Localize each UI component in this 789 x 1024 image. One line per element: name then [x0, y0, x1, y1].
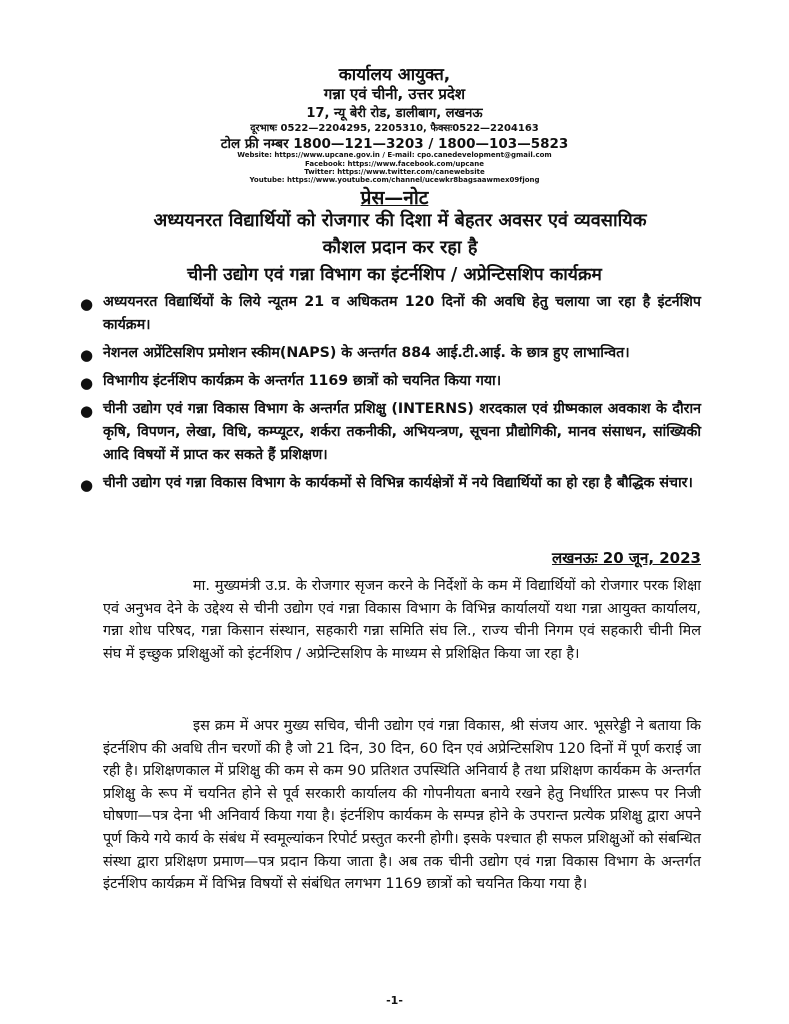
highlight-item	[80, 291, 701, 337]
highlight-text: चीनी उद्योग एवं गन्ना विकास विभाग के कार्यकमों से विभिन्न कार्यक्षेत्रों में नये विद्यार्थियों का हो रहा है बौद्धिक संचार।	[103, 475, 693, 491]
body-paragraph: इस क्रम में अपर मुख्य सचिव, चीनी उद्योग एवं गन्ना विकास, श्री संजय आर. भूसरेड्डी ने बताया कि इंटर्नशिप की अवधि तीन चरणों की है जो 21 दिन, 30 दिन, 60 दिन एवं अप्रेन्टिसशिप 120 दिनों में पूर्ण कराई जा रही है। प्रशिक्षणकाल में प्रशिक्षु की कम से कम 90 प्रतिशत उपस्थिति अनिवार्य है तथा प्रशिक्षण कार्यकम के अन्तर्गत प्रशिक्षु के रूप में चयनित होने से पूर्व सरकारी कार्यालय की गोपनीयता बनाये रखने हेतु निर्धारित प्रारूप पर निजी घोषणा—पत्र देना भी अनिवार्य किया गया है। इंटर्नशिप कार्यकम के सम्पन्न होने के उपरान्त प्रत्येक प्रशिक्षु द्वारा अपने पूर्ण किये गये कार्य के संबंध में स्वमूल्यांकन रिपोर्ट प्रस्तुत करनी होगी। इसके पश्चात ही सफल प्रशिक्षुओं को संबन्धित संस्था द्वारा प्रशिक्षण प्रमाण—पत्र प्रदान किया जाता है। अब तक चीनी उद्योग एवं गन्ना विकास विभाग के अन्तर्गत इंटर्नशिप कार्यक्रम में विभिन्न विषयों से संबंधित लगभग 1169 छात्रों को चयनित किया गया है।	[103, 718, 701, 893]
highlight-text: चीनी उद्योग एवं गन्ना विकास विभाग के अन्तर्गत प्रशिक्षु (INTERNS) शरदकाल एवं ग्रीष्मकाल अवकाश के दौरान कृषि, विपणन, लेखा, विधि, कम्प्यूटर, शर्करा तकनीकी, अभियन्त्रण, सूचना प्रौद्योगिकी, मानव संसाधन, सांख्यिकी आदि विषयों में प्राप्त कर सकते हैं प्रशिक्षण।	[103, 401, 701, 463]
phone-fax: दूरभाषः 0522—2204295, 2205310, फैक्सः0522—2204163	[250, 123, 539, 134]
department-name: गन्ना एवं चीनी, उत्तर प्रदेश	[323, 85, 466, 103]
highlights-list	[80, 291, 701, 500]
website-email: Website: https://www.upcane.gov.in / E-mail: cpo.canedevelopment@gmail.com	[237, 151, 552, 159]
bullet-icon: ●	[80, 346, 94, 364]
highlight-item	[80, 342, 701, 365]
document-subtitle: चीनी उद्योग एवं गन्ना विभाग का इंटर्नशिप / अप्रेन्टिसशिप कार्यक्रम	[187, 265, 602, 285]
dateline: लखनऊः 20 जून, 2023	[551, 549, 701, 567]
bullet-icon: ●	[80, 402, 94, 420]
office-address: 17, न्यू बेरी रोड, डालीबाग, लखनऊ	[306, 106, 483, 121]
bullet-icon: ●	[80, 476, 94, 494]
toll-free-numbers: टोल फ्री नम्बर 1800—121—3203 / 1800—103—5823	[220, 136, 569, 152]
office-name: कार्यालय आयुक्त,	[338, 65, 451, 85]
highlight-item	[80, 472, 701, 495]
highlight-text: विभागीय इंटर्नशिप कार्यक्रम के अन्तर्गत 1169 छात्रों को चयनित किया गया।	[103, 373, 502, 389]
facebook-link: Facebook: https://www.facebook.com/upcane	[305, 160, 484, 168]
twitter-link: Twitter: https://www.twitter.com/canewebsite	[304, 168, 485, 176]
body-paragraph: मा. मुख्यमंत्री उ.प्र. के रोजगार सृजन करने के निर्देशों के कम में विद्यार्थियों को रोजगार परक शिक्षा एवं अनुभव देने के उद्देश्य से चीनी उद्योग एवं गन्ना विकास विभाग के विभिन्न कार्यालयों यथा गन्ना आयुक्त कार्यालय, गन्ना शोध परिषद, गन्ना किसान संस्थान, सहकारी गन्ना समिति संघ लि., राज्य चीनी निगम एवं सहकारी चीनी मिल संघ में इच्छुक प्रशिक्षुओं को इंटर्नशिप / अप्रेन्टिसशिप के माध्यम से प्रशिक्षित किया जा रहा है।	[103, 578, 701, 662]
highlight-text: नेशनल अप्रेंटिसशिप प्रमोशन स्कीम(NAPS) के अन्तर्गत 884 आई.टी.आई. के छात्र हुए लाभान्वित।	[103, 345, 630, 361]
page-number: -1-	[386, 994, 403, 1007]
press-note-heading: प्रेस—नोट	[360, 187, 429, 209]
youtube-link: Youtube: https://www.youtube.com/channel/ucewkr8bagsaawmex09fjong	[249, 176, 540, 184]
highlight-text: अध्ययनरत विद्यार्थियों के लिये न्यूतम 21 व अधिकतम 120 दिनों की अवधि हेतु चलाया जा रहा है इंटर्नशिप कार्यक्रम।	[103, 294, 701, 333]
highlight-item	[80, 370, 701, 393]
highlight-item	[80, 398, 701, 467]
document-title: अध्ययनरत विद्यार्थियों को रोजगार की दिशा में बेहतर अवसर एवं व्यवसायिक कौशल प्रदान कर रहा है	[153, 210, 647, 258]
bullet-icon: ●	[80, 374, 94, 392]
bullet-icon: ●	[80, 295, 94, 313]
